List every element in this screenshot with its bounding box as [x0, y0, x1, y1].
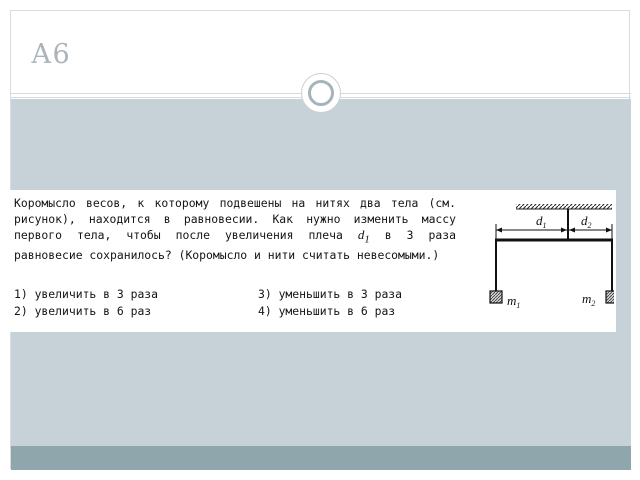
slide-title: А6 — [31, 39, 71, 70]
ceiling — [516, 204, 612, 209]
mass-m1 — [490, 291, 502, 303]
answer-option-1[interactable]: 1) увеличить в 3 раза — [14, 287, 159, 301]
var-d1: $d_1$ — [357, 227, 370, 246]
answer-option-3[interactable]: 3) уменьшить в 3 раза — [258, 287, 403, 301]
balance-diagram — [474, 202, 614, 312]
footer-band — [11, 446, 631, 470]
answer-option-4[interactable]: 4) уменьшить в 6 раз — [258, 304, 396, 318]
label-d1: $d_1$ — [536, 213, 547, 230]
problem-statement — [14, 196, 456, 264]
mass-m2 — [606, 291, 614, 303]
problem-text-end: в 3 раза равновесие сохранилось? (Коромысло и нити считать невесомыми.) — [14, 228, 456, 263]
label-m2: $m_2$ — [582, 291, 596, 308]
problem-card — [10, 190, 616, 332]
label-m1: $m_1$ — [507, 293, 521, 310]
decorative-ring-icon — [301, 73, 341, 113]
problem-text-start: Коромысло весов, к которому подвешены на нитях два тела (см. рисунок), находится в равновесии. Как нужно изменить массу первого тела, чтобы после увеличения плеча — [14, 196, 456, 243]
label-d2: $d_2$ — [581, 213, 592, 230]
answer-option-2[interactable]: 2) увеличить в 6 раз — [14, 304, 152, 318]
